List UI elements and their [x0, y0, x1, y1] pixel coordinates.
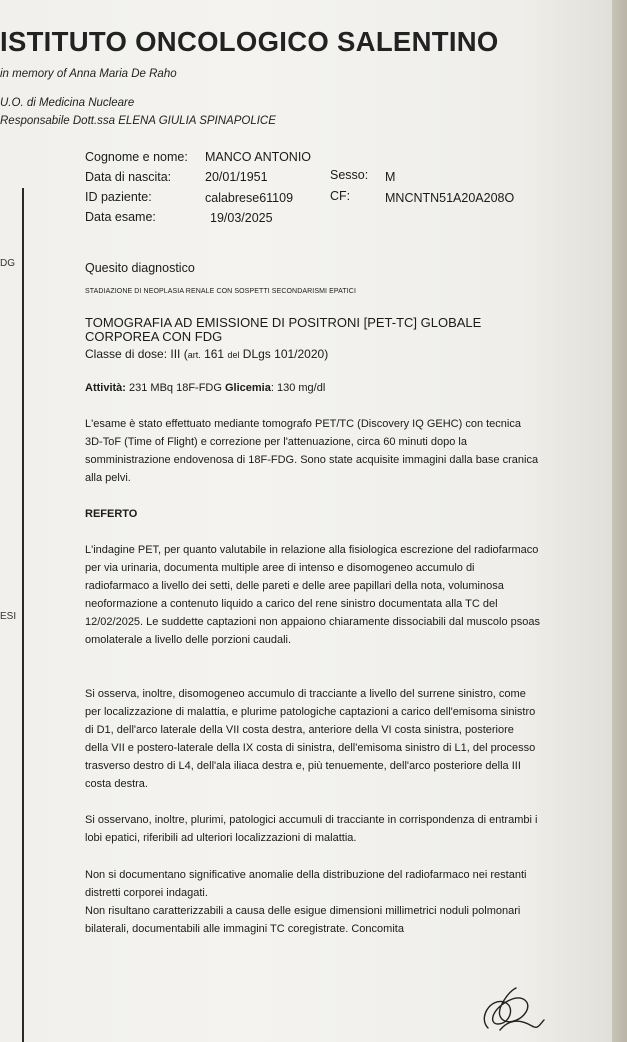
sex-label: Sesso:	[330, 168, 369, 182]
dose-dl: DLgs	[239, 347, 271, 361]
quesito-title: Quesito diagnostico	[85, 261, 195, 275]
exam-date-label: Data esame:	[85, 210, 156, 224]
dose-class	[85, 347, 328, 361]
exam-title: TOMOGRAFIA AD EMISSIONE DI POSITRONI [PET-TC] GLOBALE CORPOREA CON FDG	[85, 315, 482, 344]
method-paragraph: L'esame è stato effettuato mediante tomografo PET/TC (Discovery IQ GEHC) con tecnica 3D-ToF (Time of Flight) e correzione per l'attenuazione, circa 60 minuti dopo la somministrazione endovenosa di 18F-FDG. Sono state acquisite immagini dalla base cranica alla pelvi.	[85, 418, 539, 484]
quesito-text: STADIAZIONE DI NEOPLASIA RENALE CON SOSPETTI SECONDARISMI EPATICI	[85, 288, 356, 295]
activity-label: Attività:	[85, 382, 126, 394]
exam-date-value: 19/03/2025	[210, 211, 273, 225]
glicemia-label: Glicemia	[225, 382, 271, 394]
name-label: Cognome e nome:	[85, 150, 188, 164]
margin-rule	[22, 188, 24, 1042]
id-label: ID paziente:	[85, 190, 152, 204]
id-value: calabrese61109	[205, 191, 294, 205]
margin-fragment-2: ESI	[0, 611, 17, 622]
referto-paragraph-5: Non risultano caratterizzabili a causa delle esigue dimensioni millimetrici noduli polmonari bilaterali, documentabili alle immagini TC coregistrate. Concomita	[85, 905, 521, 935]
referto-paragraph-3: Si osservano, inoltre, plurimi, patologici accumuli di tracciante in corrispondenza di entrambi i lobi epatici, riferibili ad ulteriori localizzazioni di malattia.	[85, 814, 538, 844]
dose-art: art.	[187, 350, 201, 360]
referto-title: REFERTO	[85, 508, 138, 520]
dob-value: 20/01/1951	[205, 170, 268, 184]
signature	[470, 980, 550, 1040]
dob-label: Data di nascita:	[85, 170, 172, 184]
dose-mid: 161	[200, 347, 228, 361]
dose-suffix: 101/2020)	[270, 347, 329, 361]
activity-line	[85, 382, 325, 394]
referto-paragraph-2: Si osserva, inoltre, disomogeneo accumulo di tracciante a livello del surrene sinistro, come per localizzazione di malattia, e plurime patologiche captazioni a carico dell'emisoma sinistro di D1, dell'arco laterale della VII costa destra, anteriore della VI costa sinistra, posteriore della VII e postero-laterale della IX costa di sinistra, dell'emisoma sinistro di L1, del processo trasverso destro di L4, dell'ala iliaca destra e, più tenuemente, dell'arco posteriore della III costa destra.	[85, 688, 536, 790]
referto-paragraph-1: L'indagine PET, per quanto valutabile in relazione alla fisiologica escrezione del radiofarmaco per via urinaria, documenta multiple aree di intenso e disomogeneo accumulo di radiofarmaco a livello dei setti, delle pareti e delle aree papillari della nota, voluminosa neoformazione a contenuto liquido a carico del rene sinistro documentata alla TC del 12/02/2025. Le suddette captazioni non appaiono chiaramente dissociabili dal muscolo psoas omolaterale a livello delle porzioni caudali.	[85, 544, 540, 646]
dose-del: del	[227, 350, 240, 360]
glicemia-value: : 130 mg/dl	[270, 382, 326, 394]
sex-value: M	[385, 170, 396, 184]
cf-label: CF:	[330, 189, 351, 203]
paper-edge-shadow	[612, 0, 627, 1042]
cf-value: MNCNTN51A20A208O	[385, 191, 515, 205]
unit-line: U.O. di Medicina Nucleare	[0, 97, 135, 109]
activity-value: 231 MBq 18F-FDG	[125, 382, 225, 394]
memory-line: in memory of Anna Maria De Raho	[0, 68, 177, 80]
referto-paragraph-4: Non si documentano significative anomalie della distribuzione del radiofarmaco nei restanti distretti corporei indagati.	[85, 869, 527, 899]
patient-name: MANCO ANTONIO	[205, 150, 312, 164]
responsible-line: Responsabile Dott.ssa ELENA GIULIA SPINAPOLICE	[0, 115, 276, 127]
dose-prefix: Classe di dose: III (	[85, 347, 188, 361]
institute-title: ISTITUTO ONCOLOGICO SALENTINO	[0, 26, 499, 57]
margin-fragment-1: DG	[0, 258, 15, 269]
